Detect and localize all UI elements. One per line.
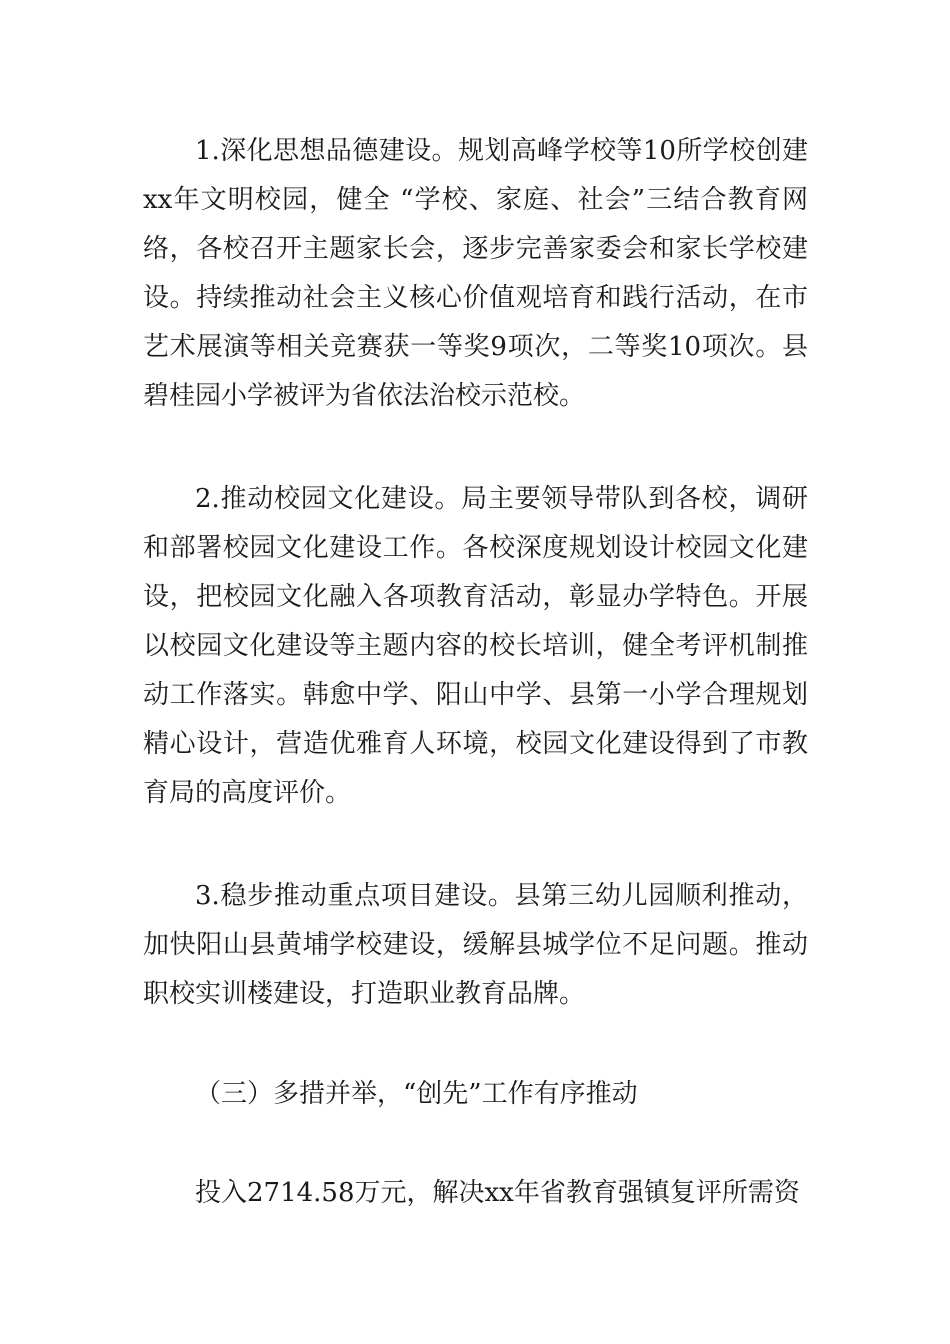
paragraph-moral-education: 1.深化思想品德建设。规划高峰学校等10所学校创建xx年文明校园，健全 “学校、家庭、社会”三结合教育网络，各校召开主题家长会，逐步完善家委会和家长学校建设。持续推动社会主义核心价值观培育和践行活动，在市艺术展演等相关竞赛获一等奖9项次，二等奖10项次。县碧桂园小学被评为省依法治校示范校。 xyxy=(143,136,808,411)
paragraph-campus-culture: 2.推动校园文化建设。局主要领导带队到各校，调研和部署校园文化建设工作。各校深度规划设计校园文化建设，把校园文化融入各项教育活动，彰显办学特色。开展以校园文化建设等主题内容的校长培训，健全考评机制推动工作落实。韩愈中学、阳山中学、县第一小学合理规划精心设计，营造优雅育人环境，校园文化建设得到了市教育局的高度评价。 xyxy=(143,484,808,808)
paragraph-investment: 投入2714.58万元，解决xx年省教育强镇复评所需资 xyxy=(195,1178,800,1208)
section-heading-three: （三）多措并举，“创先”工作有序推动 xyxy=(195,1079,638,1109)
paragraph-key-projects: 3.稳步推动重点项目建设。县第三幼儿园顺利推动，加快阳山县黄埔学校建设，缓解县城学位不足问题。推动职校实训楼建设，打造职业教育品牌。 xyxy=(143,881,808,1009)
